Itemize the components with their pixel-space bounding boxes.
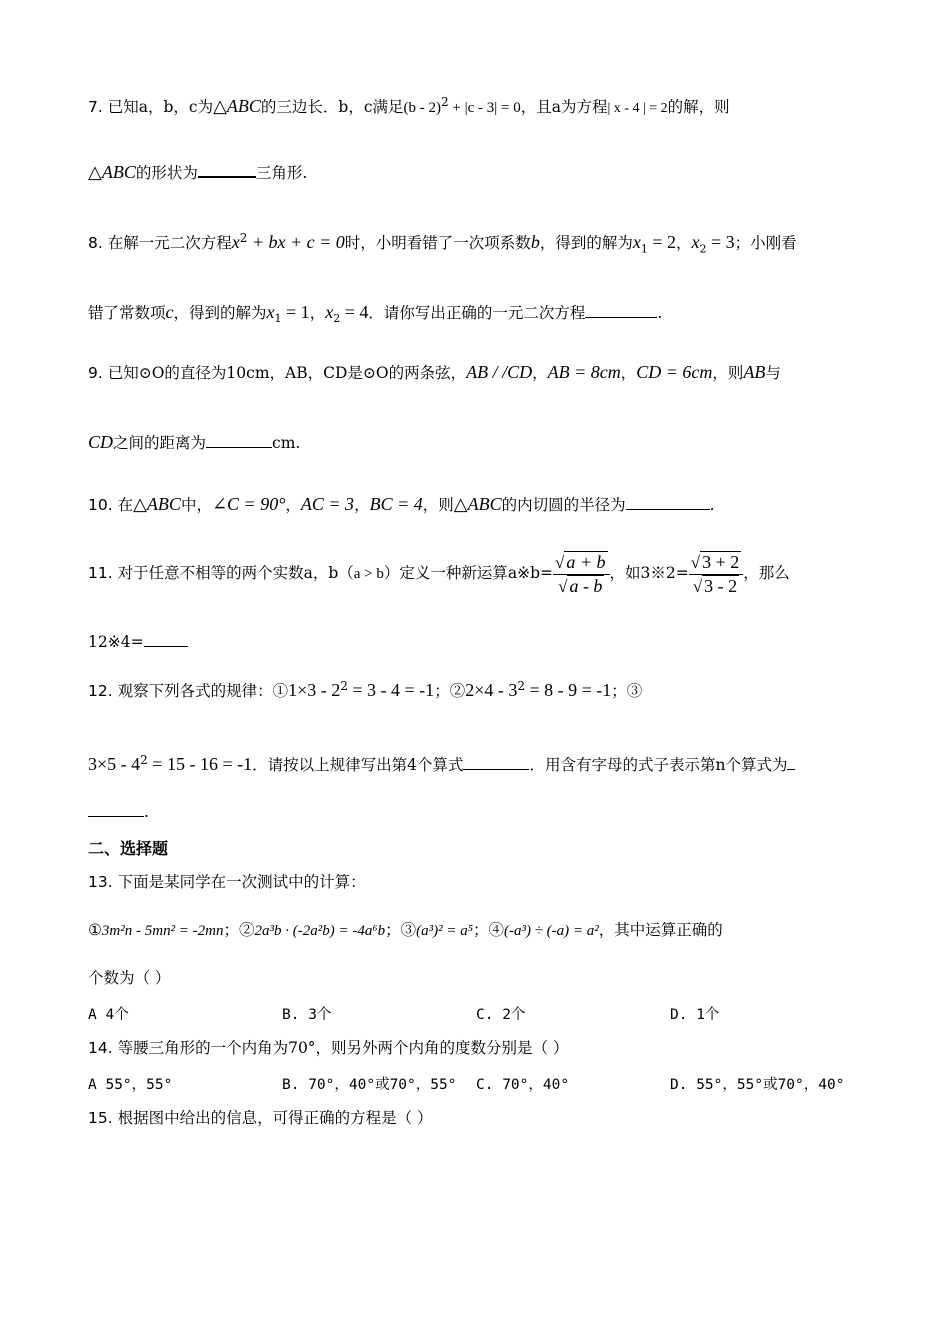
question-12-line-3: . — [88, 800, 860, 824]
question-number: 8. — [88, 234, 103, 253]
option-c[interactable]: C. 70°，40° — [476, 1077, 570, 1093]
question-11-line-1: 11. 对于任意不相等的两个实数a，b（a > b）定义一种新运算a※b= $\frac{√ a + b}{√ a - b}$ ，如3※2= $\frac{√ 3 + 2}{√ 3 - 2}$ ，那么 — [88, 551, 790, 596]
question-number: 15. — [88, 1109, 113, 1127]
answer-blank[interactable] — [198, 162, 256, 178]
triangle-abc: △ABC — [88, 162, 136, 182]
question-number: 12. — [88, 682, 113, 701]
option-d[interactable]: D. 1个 — [670, 1007, 720, 1023]
option-b[interactable]: B. 3个 — [282, 1007, 332, 1023]
answer-blank[interactable] — [206, 433, 272, 448]
question-12-line-2: $3\times 5 - 4^2 = 15 - 16 = -1$．请按以上规律写出第4个算式 ．用含有字母的式子表示第n个算式为 — [88, 748, 860, 777]
question-number: 14. — [88, 1039, 113, 1057]
question-13-line-1: 13. 下面是某同学在一次测试中的计算： — [88, 873, 366, 891]
question-15: 15. 根据图中给出的信息，可得正确的方程是（ ） — [88, 1109, 433, 1127]
question-number: 9. — [88, 364, 103, 382]
question-8-line-1: 8. 在解一元二次方程$x^2$ + bx + c = 0时，小明看错了一次项系数b，得到的解为$x_1 = 2$，$x_2 = 3$；小刚看 — [88, 231, 797, 256]
answer-blank[interactable] — [585, 303, 657, 318]
option-a[interactable]: A 4个 — [88, 1007, 129, 1023]
question-12-line-1: 12. 观察下列各式的规律：①1×3 - $2^2 = 3 - 4 = -1$；②2×4 - $3^2 = 8 - 9 = -1$；③ — [88, 679, 643, 701]
question-7-line-1: 7. 已知a，b，c为△ABC的三边长．b，c满足(b - 2)$^2$ + |c - 3| = 0，且a为方程| x - 4 | = 2的解，则 — [88, 95, 730, 117]
answer-blank[interactable] — [463, 755, 529, 770]
triangle-abc: △ABC — [213, 96, 261, 117]
question-number: 7. — [88, 98, 103, 117]
question-10: 10. 在△ABC中，∠C = 90°，AC = 3，BC = 4，则△ABC的内切圆的半径为 . — [88, 494, 715, 514]
question-7-line-2: △ABC的形状为 三角形. — [88, 162, 308, 182]
question-number: 11. — [88, 564, 113, 582]
example-fraction: $\frac{√ 3 + 2}{√ 3 - 2}$ — [689, 551, 744, 598]
question-9-line-2: CD之间的距离为 cm. — [88, 432, 301, 452]
answer-blank[interactable] — [626, 495, 710, 510]
question-11-line-2: 12※4= — [88, 630, 860, 654]
question-13-line-2: ①3m²n - 5mn² = -2mn；②2a³b · (-2a²b) = -4a⁶b；③(a³)² = a⁵；④(-a³) ÷ (-a) = a²，其中运算正确的 — [88, 921, 723, 939]
option-d[interactable]: D. 55°，55°或70°，40° — [670, 1077, 845, 1093]
question-9-line-1: 9. 已知⊙O的直径为10cm，AB，CD是⊙O的两条弦，AB / /CD，AB = 8cm，CD = 6cm，则AB与 — [88, 362, 781, 382]
question-number: 13. — [88, 873, 113, 891]
question-14: 14. 等腰三角形的一个内角为70°，则另外两个内角的度数分别是（ ） — [88, 1039, 569, 1057]
operation-definition-fraction: $\frac{√ a + b}{√ a - b}$ — [553, 551, 610, 598]
question-13-line-3: 个数为（ ） — [88, 969, 171, 987]
question-8-line-2: 错了常数项c，得到的解为$x_1 = 1$，$x_2 = 4$．请你写出正确的一元二次方程 . — [88, 302, 663, 326]
option-c[interactable]: C. 2个 — [476, 1007, 526, 1023]
answer-blank[interactable] — [144, 632, 188, 647]
option-b[interactable]: B. 70°，40°或70°，55° — [282, 1077, 457, 1093]
answer-blank[interactable] — [787, 755, 795, 770]
question-number: 10. — [88, 496, 113, 514]
answer-blank[interactable] — [88, 802, 144, 817]
option-a[interactable]: A 55°，55° — [88, 1077, 173, 1093]
section-heading: 二、选择题 — [88, 839, 169, 858]
